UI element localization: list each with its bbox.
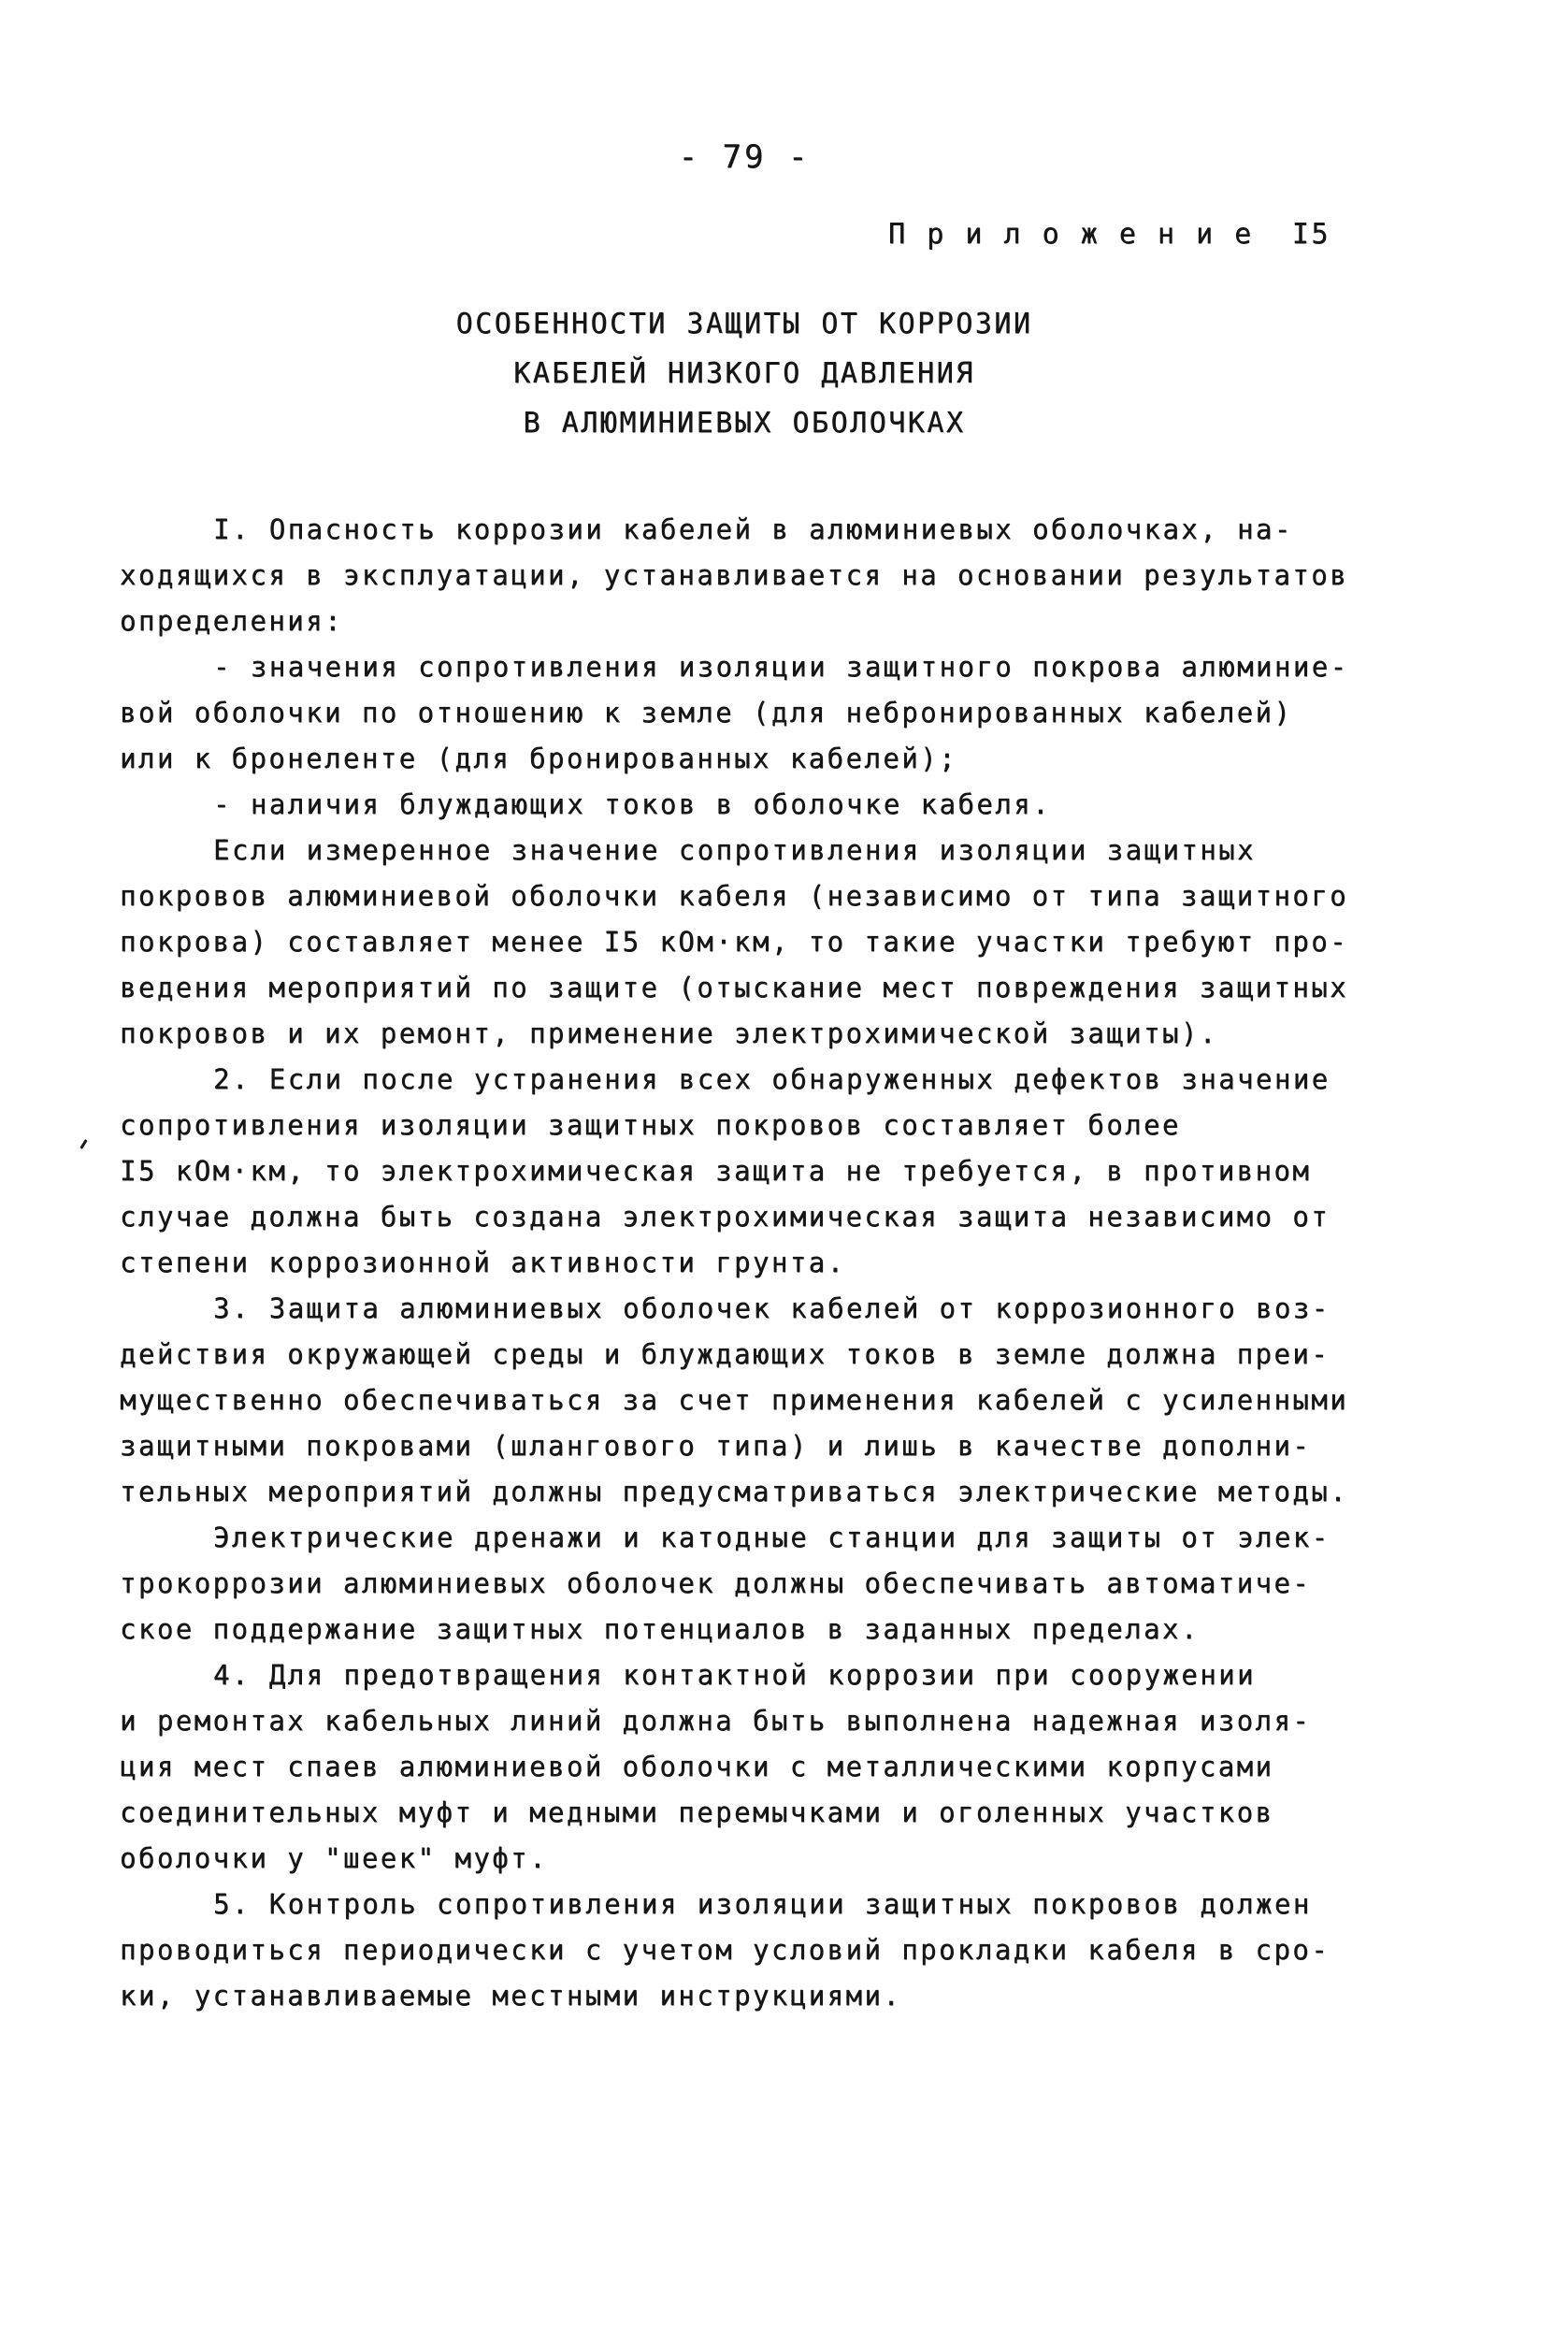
body-text-line: I5 кОм·км, то электрохимическая защита не требуется, в противном	[120, 1155, 1312, 1187]
body-text-line: трокоррозии алюминиевых оболочек должны обеспечивать автоматиче-	[120, 1567, 1312, 1599]
body-text-line: покровов и их ремонт, применение электрохимической защиты).	[120, 1017, 1218, 1049]
document-title-line: ОСОБЕННОСТИ ЗАЩИТЫ ОТ КОРРОЗИИ	[455, 308, 1033, 340]
body-text-line: оболочки у "шеек" муфт.	[120, 1842, 548, 1874]
appendix-label: П р и л о ж е н и е I5	[888, 218, 1331, 251]
document-title-line: КАБЕЛЕЙ НИЗКОГО ДАВЛЕНИЯ	[513, 357, 975, 390]
body-text-line: I. Опасность коррозии кабелей в алюминиевых оболочках, на-	[213, 513, 1293, 545]
body-text-line: тельных мероприятий должны предусматриваться электрические методы.	[120, 1476, 1349, 1508]
body-text-line: проводиться периодически с учетом условий прокладки кабеля в сро-	[120, 1934, 1331, 1966]
body-text-line: степени коррозионной активности грунта.	[120, 1247, 846, 1278]
document-title-line: В АЛЮМИНИЕВЫХ ОБОЛОЧКАХ	[523, 407, 966, 440]
body-text-line: вой оболочки по отношению к земле (для небронированных кабелей)	[120, 697, 1293, 729]
body-text-line: случае должна быть создана электрохимическая защита независимо от	[120, 1201, 1331, 1233]
body-text-line: ходящихся в эксплуатации, устанавливается на основании результатов	[120, 559, 1349, 591]
body-text-line: 4. Для предотвращения контактной коррозии при сооружении	[213, 1659, 1256, 1691]
body-text-line: 3. Защита алюминиевых оболочек кабелей от коррозионного воз-	[213, 1292, 1331, 1324]
document-title	[120, 299, 1369, 448]
body-text-line: 2. Если после устранения всех обнаруженных дефектов значение	[213, 1063, 1331, 1095]
page-number: - 79 -	[678, 138, 811, 176]
body-text-line: сопротивления изоляции защитных покровов составляет более	[120, 1109, 1181, 1141]
document-body	[120, 507, 1377, 2019]
body-text-line: ки, устанавливаемые местными инструкциями.	[120, 1980, 902, 2012]
body-text-line: ция мест спаев алюминиевой оболочки с металлическими корпусами	[120, 1751, 1274, 1782]
scan-artifact-mark	[79, 1139, 87, 1149]
body-text-line: покрова) составляет менее I5 кОм·км, то такие участки требуют про-	[120, 926, 1349, 958]
body-text-line: защитными покровами (шлангового типа) и лишь в качестве дополни-	[120, 1430, 1312, 1462]
body-text-line: Если измеренное значение сопротивления изоляции защитных	[213, 834, 1256, 866]
body-text-line: определения:	[120, 605, 343, 637]
body-text-line: - наличия блуждающих токов в оболочке кабеля.	[213, 788, 1051, 820]
body-text-line: действия окружающей среды и блуждающих токов в земле должна преи-	[120, 1338, 1331, 1370]
body-text-line: Электрические дренажи и катодные станции для защиты от элек-	[213, 1522, 1331, 1553]
body-text-line: покровов алюминиевой оболочки кабеля (независимо от типа защитного	[120, 880, 1349, 912]
body-text-line: 5. Контроль сопротивления изоляции защитных покровов должен	[213, 1888, 1312, 1920]
body-text-line: мущественно обеспечиваться за счет применения кабелей с усиленными	[120, 1384, 1349, 1416]
body-text-line: ведения мероприятий по защите (отыскание мест повреждения защитных	[120, 972, 1349, 1003]
body-text-line: соединительных муфт и медными перемычками и оголенных участков	[120, 1796, 1274, 1828]
body-text-line: ское поддержание защитных потенциалов в заданных пределах.	[120, 1613, 1200, 1645]
body-text-line: и ремонтах кабельных линий должна быть выполнена надежная изоля-	[120, 1705, 1312, 1737]
body-text-line: - значения сопротивления изоляции защитного покрова алюминие-	[213, 651, 1349, 683]
body-text-line: или к бронеленте (для бронированных кабелей);	[120, 743, 957, 774]
